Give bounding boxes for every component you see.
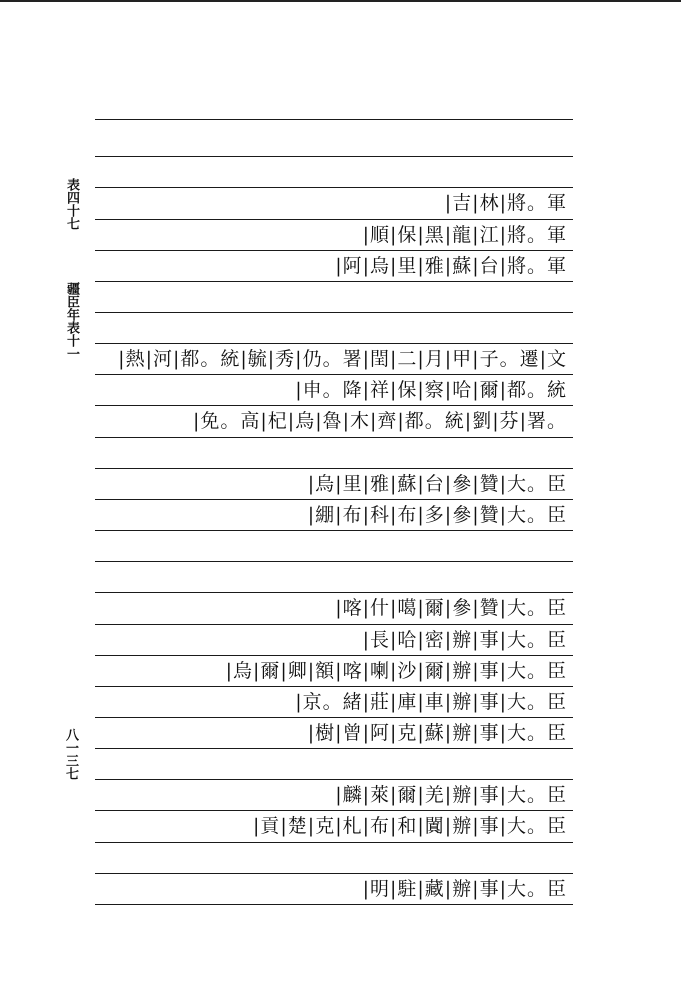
table-row-uliastai-councillor <box>95 468 573 499</box>
row-text: |熱|河|都。統|毓|秀|仍。署|閏|二|月|甲|子。遷|文 <box>118 348 567 370</box>
margin-middle-label-text: 疆臣年表十一 <box>64 282 79 360</box>
table-row-jilin <box>95 187 573 218</box>
table-rule <box>95 904 573 905</box>
row-text: |免。高|杞|烏|魯|木|齊|都。統|劉|芬|署。 <box>192 410 567 432</box>
margin-top-label <box>60 178 82 230</box>
row-text: |綳|布|科|布|多|參|贊|大。臣 <box>307 504 567 526</box>
table-rule <box>95 312 573 313</box>
row-text: |貢|楚|克|札|布|和|闐|辦|事|大。臣 <box>252 815 567 837</box>
table-rule <box>95 119 573 120</box>
table-row-tibet <box>95 873 573 904</box>
table-rule <box>95 842 573 843</box>
table-row-khotan <box>95 810 573 841</box>
table-rule <box>95 281 573 282</box>
table-rule <box>95 437 573 438</box>
table-rule <box>95 561 573 562</box>
row-text: |喀|什|噶|爾|參|贊|大。臣 <box>335 597 567 619</box>
table-row-urumqi <box>95 405 573 436</box>
row-text: |長|哈|密|辦|事|大。臣 <box>362 629 567 651</box>
row-text: |烏|里|雅|蘇|台|參|贊|大。臣 <box>307 473 567 495</box>
row-text: |順|保|黑|龍|江|將。軍 <box>362 224 567 246</box>
table-row-chahar <box>95 374 573 405</box>
row-text: |烏|爾|卿|額|喀|喇|沙|爾|辦|事|大。臣 <box>225 660 567 682</box>
margin-middle-label <box>60 282 82 360</box>
table-rule <box>95 748 573 749</box>
table-row-aksu <box>95 717 573 748</box>
table-row-kobdo-councillor <box>95 499 573 530</box>
row-text: |申。降|祥|保|察|哈|爾|都。統 <box>295 379 567 401</box>
table-row-hami <box>95 624 573 655</box>
table-rule <box>95 156 573 157</box>
row-text: |京。緒|莊|庫|車|辦|事|大。臣 <box>295 691 567 713</box>
row-text: |阿|烏|里|雅|蘇|台|將。軍 <box>335 255 567 277</box>
margin-page-number <box>60 728 82 780</box>
row-text: |明|駐|藏|辦|事|大。臣 <box>362 878 567 900</box>
table-row-rehe <box>95 343 573 374</box>
table-row-karashar <box>95 655 573 686</box>
row-text: |吉|林|將。軍 <box>444 192 567 214</box>
row-text: |樹|曾|阿|克|蘇|辦|事|大。臣 <box>307 722 567 744</box>
row-text: |麟|萊|爾|羌|辦|事|大。臣 <box>335 784 567 806</box>
table-row-yarkand <box>95 779 573 810</box>
year-table <box>95 0 573 1000</box>
table-row-uliastai <box>95 250 573 281</box>
margin-top-label-text: 表四十七 <box>64 178 79 230</box>
table-row-kashgar <box>95 592 573 623</box>
table-row-kuqa <box>95 686 573 717</box>
table-row-heilongjiang <box>95 219 573 250</box>
table-rule <box>95 530 573 531</box>
page-number-text: 八一三七 <box>63 728 78 780</box>
